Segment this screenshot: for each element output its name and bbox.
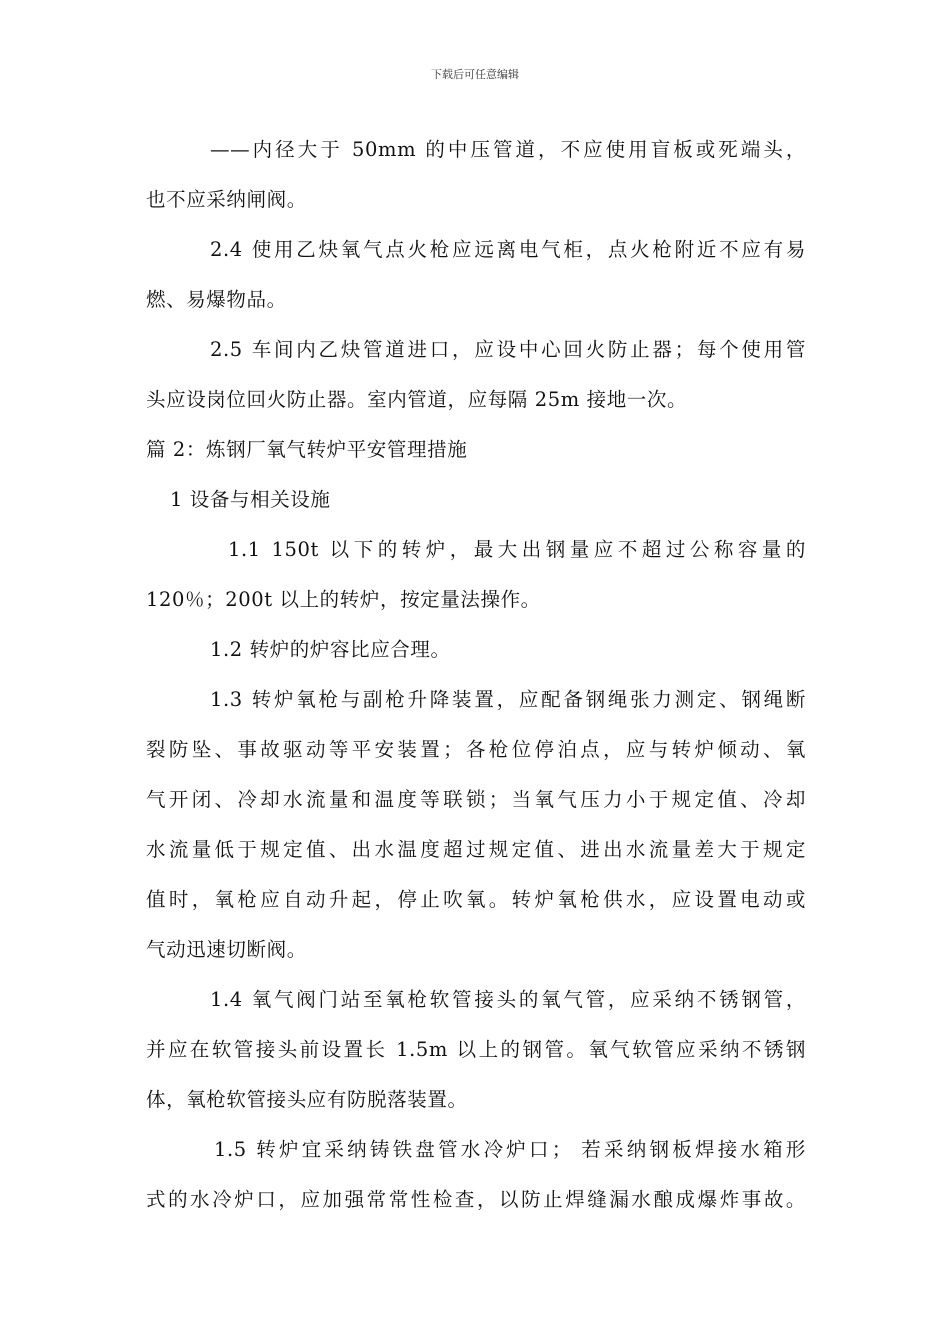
text-line: 式的水冷炉口，应加强常常性检查，以防止焊缝漏水酿成爆炸事故。	[146, 1188, 806, 1211]
text-line: ——内径大于 50mm 的中压管道，不应使用盲板或死端头，	[210, 138, 806, 161]
text-line: 水流量低于规定值、出水温度超过规定值、进出水流量差大于规定	[146, 838, 806, 861]
text-line: 气开闭、冷却水流量和温度等联锁；当氧气压力小于规定值、冷却	[146, 788, 806, 811]
text-line: 1.2 转炉的炉容比应合理。	[210, 638, 451, 661]
text-line: 燃、易爆物品。	[146, 288, 287, 311]
text-line: 值时，氧枪应自动升起，停止吹氧。转炉氧枪供水，应设置电动或	[146, 888, 806, 911]
text-line: 裂防坠、事故驱动等平安装置；各枪位停泊点，应与转炉倾动、氧	[146, 738, 806, 761]
text-line: 2.4 使用乙炔氧气点火枪应远离电气柜，点火枪附近不应有易	[210, 238, 806, 261]
text-line: 并应在软管接头前设置长 1.5m 以上的钢管。氧气软管应采纳不锈钢	[146, 1038, 806, 1061]
text-line: 120％；200t 以上的转炉，按定量法操作。	[146, 588, 541, 611]
text-line: 头应设岗位回火防止器。室内管道，应每隔 25m 接地一次。	[146, 388, 688, 411]
text-line: 2.5 车间内乙炔管道进口，应设中心回火防止器；每个使用管	[210, 338, 806, 361]
text-line: 1.1 150t 以下的转炉，最大出钢量应不超过公称容量的	[228, 538, 806, 561]
text-line: 篇 2：炼钢厂氧气转炉平安管理措施	[146, 438, 468, 461]
text-line: 气动迅速切断阀。	[146, 938, 307, 961]
text-line: 体，氧枪软管接头应有防脱落装置。	[146, 1088, 468, 1111]
text-line: 1.3 转炉氧枪与副枪升降装置，应配备钢绳张力测定、钢绳断	[210, 688, 806, 711]
text-line: 1.5 转炉宜采纳铸铁盘管水冷炉口； 若采纳钢板焊接水箱形	[214, 1138, 806, 1161]
page-header: 下载后可任意编辑	[431, 68, 519, 81]
text-line: 1 设备与相关设施	[170, 488, 331, 511]
text-line: 也不应采纳闸阀。	[146, 188, 307, 211]
text-line: 1.4 氧气阀门站至氧枪软管接头的氧气管，应采纳不锈钢管，	[210, 988, 806, 1011]
